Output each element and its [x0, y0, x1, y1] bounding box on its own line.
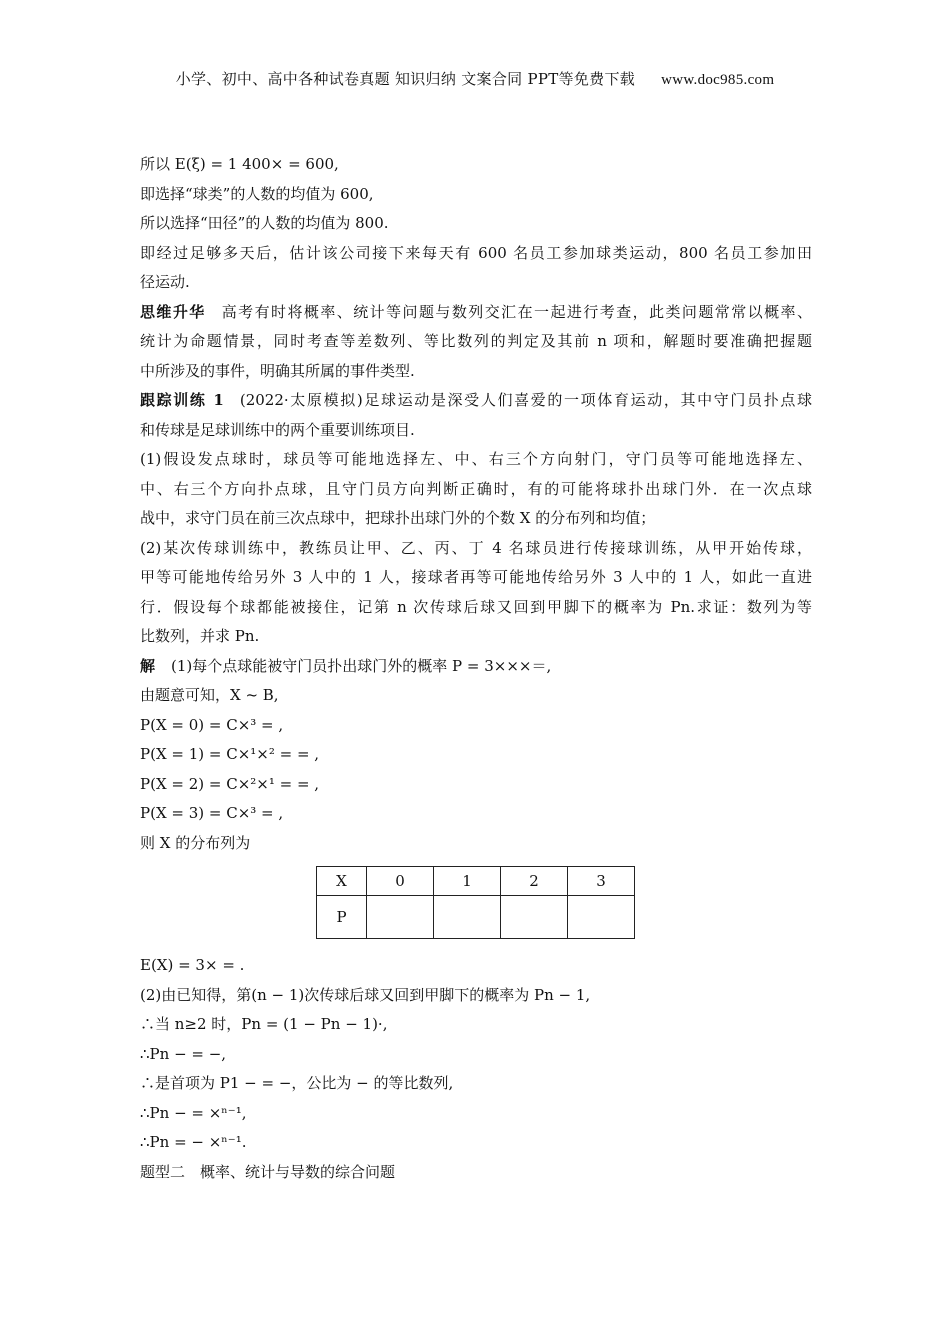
table-header-cell: 2 — [501, 867, 568, 896]
text-line: ∴Pn − = −, — [140, 1044, 227, 1063]
summary-label: 思维升华 — [140, 302, 206, 321]
text-line: 甲等可能地传给另外 3 人中的 1 人，接球者再等可能地传给另外 3 人中的 1 人，如此一直进 — [140, 568, 812, 586]
table-row — [317, 896, 635, 939]
table-header-cell: 0 — [367, 867, 434, 896]
document-body — [140, 150, 812, 1187]
table-cell — [434, 896, 501, 939]
summary-text: 高考有时将概率、统计等问题与数列交汇在一起进行考查，此类问题常常以概率、 — [221, 302, 812, 321]
text-line: P(X = 0) = C×³ = , — [140, 715, 284, 734]
table-header-cell: 3 — [568, 867, 635, 896]
text-line: 所以选择“田径”的人数的均值为 800. — [140, 214, 389, 232]
solution-label: 解 — [140, 656, 156, 675]
text-line: ∴是首项为 P1 − = −，公比为 − 的等比数列, — [140, 1074, 454, 1092]
table-header-cell: 1 — [434, 867, 501, 896]
table-row — [317, 867, 635, 896]
text-line: ∴Pn − = ×ⁿ⁻¹, — [140, 1103, 247, 1122]
section-heading: 题型二 概率、统计与导数的综合问题 — [140, 1162, 396, 1181]
summary-paragraph-line — [140, 298, 812, 328]
text-line: 比数列，并求 Pn. — [140, 627, 260, 645]
text-line: P(X = 1) = C×¹×² = = , — [140, 745, 320, 763]
text-line: 和传球是足球训练中的两个重要训练项目. — [140, 420, 415, 439]
solution-line — [140, 652, 812, 682]
text-line: P(X = 3) = C×³ = , — [140, 804, 284, 822]
text-line: ∴当 n≥2 时，Pn = (1 − Pn − 1)·, — [140, 1015, 388, 1033]
text-line: 战中，求守门员在前三次点球中，把球扑出球门外的个数 X 的分布列和均值； — [140, 509, 656, 527]
text-line: P(X = 2) = C×²×¹ = = , — [140, 774, 320, 793]
table-cell — [367, 896, 434, 939]
text-line: 径运动. — [140, 273, 190, 291]
text-line: 行．假设每个球都能被接住，记第 n 次传球后球又回到甲脚下的概率为 Pn.求证：数列为等 — [140, 597, 812, 616]
exercise-label: 跟踪训练 1 — [140, 391, 224, 409]
table-row-label: P — [317, 896, 367, 939]
text-line: 则 X 的分布列为 — [140, 833, 251, 852]
exercise-text: (2022·太原模拟)足球运动是深受人们喜爱的一项体育运动，其中守门员扑点球 — [239, 391, 812, 409]
text-line: E(X) = 3× = . — [140, 956, 245, 974]
text-line: 由题意可知，X ~ B, — [140, 686, 279, 704]
distribution-table — [316, 866, 635, 939]
table-header-cell: X — [317, 867, 367, 896]
solution-text: (1)每个点球能被守门员扑出球门外的概率 P = 3×××＝, — [171, 656, 552, 675]
text-line: ∴Pn = − ×ⁿ⁻¹. — [140, 1133, 247, 1151]
text-line: 中所涉及的事件，明确其所属的事件类型. — [140, 361, 415, 380]
text-line: (1)假设发点球时，球员等可能地选择左、中、右三个方向射门，守门员等可能地选择左、 — [140, 450, 812, 468]
spacer — [140, 939, 812, 951]
text-line: (2)某次传球训练中，教练员让甲、乙、丙、丁 4 名球员进行传接球训练，从甲开始传球， — [140, 538, 812, 557]
header-title: 小学、初中、高中各种试卷真题 知识归纳 文案合同 PPT等免费下载 — [175, 70, 636, 88]
exercise-heading-line — [140, 386, 812, 416]
table-cell — [568, 896, 635, 939]
table-cell — [501, 896, 568, 939]
text-line: 中、右三个方向扑点球，且守门员方向判断正确时，有的可能将球扑出球门外．在一次点球 — [140, 479, 812, 498]
text-line: 即经过足够多天后，估计该公司接下来每天有 600 名员工参加球类运动，800 名员工参加田 — [140, 243, 812, 262]
header-url: www.doc985.com — [661, 72, 775, 88]
text-line: 统计为命题情景，同时考查等差数列、等比数列的判定及其前 n 项和，解题时要准确把握题 — [140, 332, 812, 350]
text-line: (2)由已知得，第(n − 1)次传球后球又回到甲脚下的概率为 Pn − 1, — [140, 985, 591, 1004]
text-line: 即选择“球类”的人数的均值为 600, — [140, 184, 374, 203]
page-header — [0, 68, 950, 89]
text-line: 所以 E(ξ) = 1 400× = 600, — [140, 155, 339, 173]
